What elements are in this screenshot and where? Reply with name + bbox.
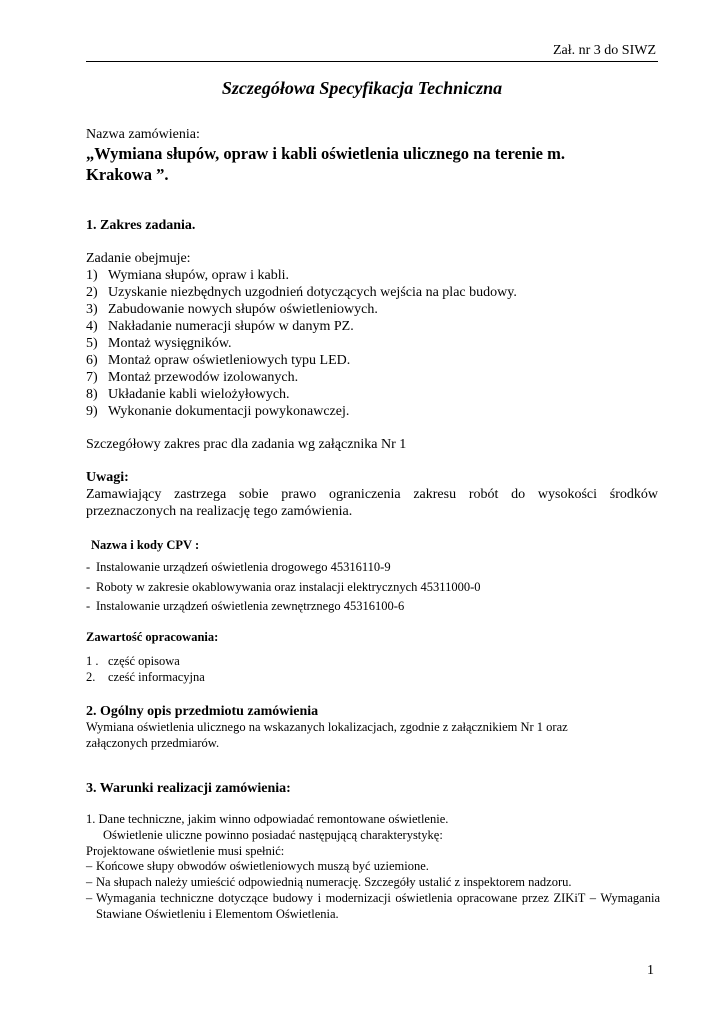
list-item-number: 9) <box>86 404 98 419</box>
section-3-heading: 3. Warunki realizacji zamówienia: <box>86 781 291 796</box>
list-item <box>86 386 658 403</box>
contents-heading: Zawartość opracowania: <box>86 630 219 644</box>
contents-list <box>86 654 486 686</box>
list-item: - Instalowanie urządzeń oświetlenia drogowego 45316110-9 <box>86 558 658 578</box>
list-item <box>86 318 658 335</box>
task-intro: Zadanie obejmuje: <box>86 251 191 266</box>
list-item-text: Wykonanie dokumentacji powykonawczej. <box>108 404 350 419</box>
list-item-text: Instalowanie urządzeń oświetlenia zewnętrznego 45316100-6 <box>96 599 405 613</box>
list-item <box>86 301 658 318</box>
list-item-number: 1) <box>86 268 98 283</box>
list-item <box>86 670 486 686</box>
list-item <box>86 369 658 386</box>
list-item: – Końcowe słupy obwodów oświetleniowych muszą być uziemione. <box>86 859 429 874</box>
section-3-line-3: Projektowane oświetlenie musi spełnić: <box>86 843 285 858</box>
list-item-text: Układanie kabli wielożyłowych. <box>108 387 290 402</box>
section-2-block <box>86 703 626 752</box>
list-item <box>86 335 658 352</box>
list-item: – Na słupach należy umieścić odpowiednią numerację. Szczegóły ustalić z inspektorem nadzoru. <box>86 875 572 890</box>
list-item-number: 8) <box>86 387 98 402</box>
list-item-text: część opisowa <box>108 654 180 668</box>
list-item-text: Montaż przewodów izolowanych. <box>108 370 299 385</box>
list-item-number: 4) <box>86 319 98 334</box>
order-name-label: Nazwa zamówienia: <box>86 127 200 142</box>
remarks-text: Zamawiający zastrzega sobie prawo ograniczenia zakresu robót do wysokości środków przeznaczonych na realizację tego zamówienia. <box>86 487 658 519</box>
list-item <box>86 403 658 420</box>
cpv-heading: Nazwa i kody CPV : <box>91 538 200 552</box>
order-name-block <box>86 126 658 185</box>
cpv-list-block <box>86 558 658 617</box>
list-item-text: Na słupach należy umieścić odpowiednią numerację. Szczegóły ustalić z inspektorem nadzoru. <box>96 875 572 890</box>
attachment-label: Zał. nr 3 do SIWZ <box>552 43 656 58</box>
list-item-text: Wymagania techniczne dotyczące budowy i modernizacji oświetlenia opracowane przez ZIKiT – Wymagania Stawiane Oświetleniu i Elementom Oświetlenia. <box>96 890 660 921</box>
list-item <box>86 654 486 670</box>
section-3-line-2: Oświetlenie uliczne powinno posiadać następującą charakterystykę: <box>103 827 443 842</box>
section-2-heading: 2. Ogólny opis przedmiotu zamówienia <box>86 704 319 719</box>
list-item <box>86 284 658 301</box>
task-list <box>86 267 658 420</box>
cpv-list <box>86 558 658 617</box>
list-item <box>86 267 658 284</box>
header-rule <box>86 61 658 62</box>
remarks-heading: Uwagi: <box>86 470 129 485</box>
order-name-line-1: „Wymiana słupów, opraw i kabli oświetlenia ulicznego na terenie m. <box>86 144 565 163</box>
list-item-number: 2) <box>86 285 98 300</box>
list-item <box>86 352 658 369</box>
list-item-text: Nakładanie numeracji słupów w danym PZ. <box>108 319 354 334</box>
list-item: - Instalowanie urządzeń oświetlenia zewnętrznego 45316100-6 <box>86 597 658 617</box>
section-3-line-1: 1. Dane techniczne, jakim winno odpowiadać remontowane oświetlenie. <box>86 812 449 826</box>
list-item-number: 1 . <box>86 654 99 668</box>
page-number: 1 <box>647 963 654 978</box>
list-item-text: Montaż wysięgników. <box>108 336 232 351</box>
document-title: Szczegółowa Specyfikacja Techniczna <box>221 78 503 98</box>
list-item-text: Zabudowanie nowych słupów oświetleniowych. <box>108 302 378 317</box>
list-item: – Wymagania techniczne dotyczące budowy i modernizacji oświetlenia opracowane przez ZIKiT – Wymagania Stawiane Oświetleniu i Elementom Oświetlenia. <box>86 890 660 921</box>
list-item-text: cześć informacyjna <box>108 669 205 684</box>
list-item-text: Montaż opraw oświetleniowych typu LED. <box>108 353 351 368</box>
list-item-text: Roboty w zakresie okablowywania oraz instalacji elektrycznych 45311000-0 <box>96 579 481 594</box>
scope-note: Szczegółowy zakres prac dla zadania wg załącznika Nr 1 <box>86 437 407 452</box>
section-1-heading: 1. Zakres zadania. <box>86 218 196 233</box>
list-item-text: Uzyskanie niezbędnych uzgodnień dotyczących wejścia na plac budowy. <box>108 285 517 300</box>
list-item-number: 5) <box>86 336 98 351</box>
section-2-text: Wymiana oświetlenia ulicznego na wskazanych lokalizacjach, zgodnie z załącznikiem Nr 1 oraz załączonych przedmiarów. <box>86 720 568 750</box>
list-item-text: Końcowe słupy obwodów oświetleniowych muszą być uziemione. <box>96 859 429 874</box>
list-item-text: Wymiana słupów, opraw i kabli. <box>108 268 289 283</box>
list-item: - Roboty w zakresie okablowywania oraz instalacji elektrycznych 45311000-0 <box>86 578 658 598</box>
section-1-body <box>86 250 658 420</box>
list-item-number: 3) <box>86 302 98 317</box>
list-item-number: 2. <box>86 669 96 684</box>
section-3-body <box>86 812 660 923</box>
list-item-number: 6) <box>86 353 98 368</box>
order-name-line-2: Krakowa ”. <box>86 165 169 184</box>
requirements-list <box>86 859 660 922</box>
contents-list-block <box>86 654 486 686</box>
remarks-block <box>86 469 658 520</box>
list-item-number: 7) <box>86 370 98 385</box>
list-item-text: Instalowanie urządzeń oświetlenia drogowego 45316110-9 <box>96 560 391 574</box>
